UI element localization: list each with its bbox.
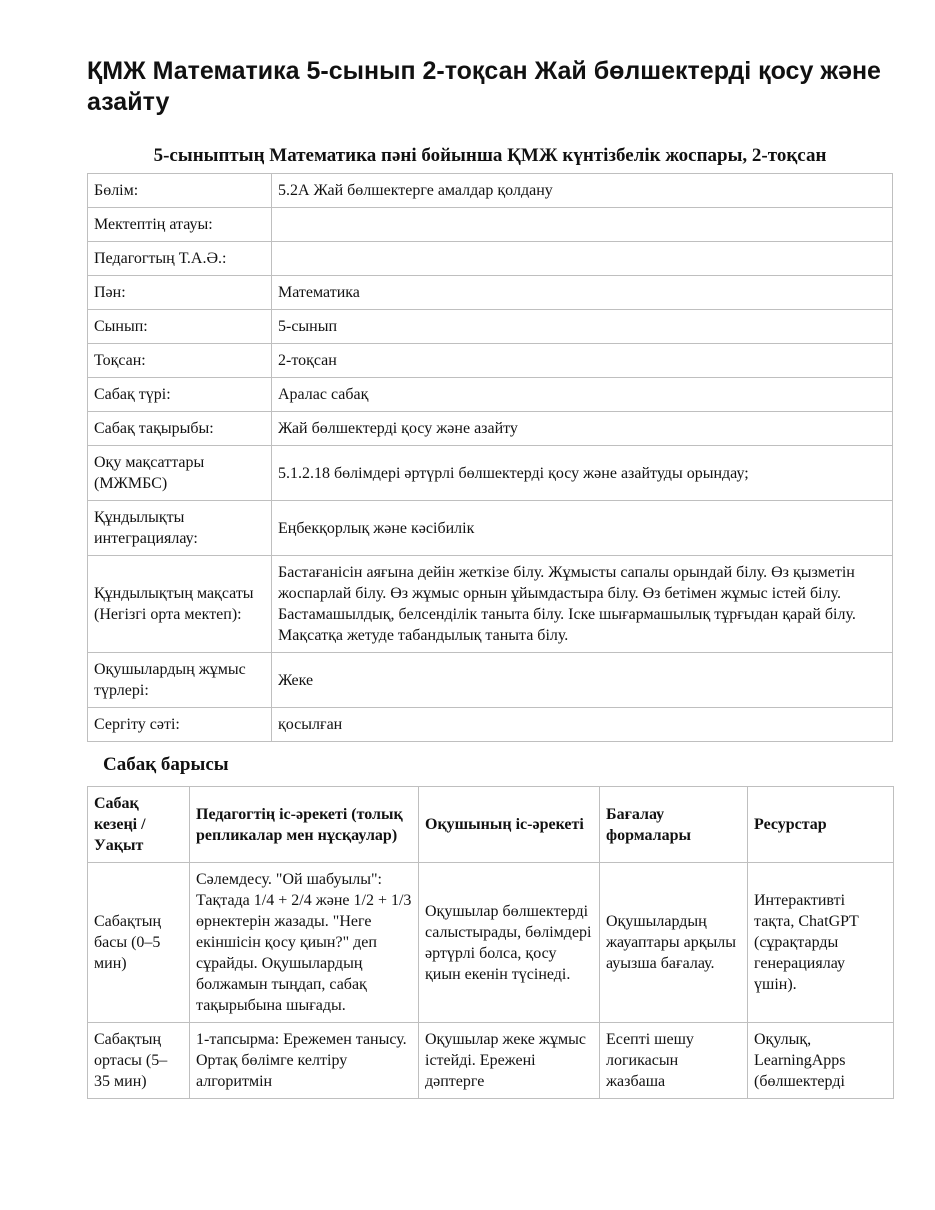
info-key: Оқу мақсаттары (МЖМБС) (88, 446, 272, 501)
info-value: 5.2А Жай бөлшектерге амалдар қолдану (272, 174, 893, 208)
info-key: Мектептің атауы: (88, 208, 272, 242)
flow-header-cell: Бағалау формалары (600, 787, 748, 863)
info-value: Бастағанісін аяғына дейін жеткізе білу. Жұмысты сапалы орындай білу. Өз қызметін жоспарлай білу. Өз жұмыс орнын ұйымдастыра білу. Өз бетімен жұмыс істей білу. Бастамашылдық, белсенділік таныта білу. Іске шығармашылық тұрғыдан қарай білу. Мақсатқа жетуде табандылық таныта білу. (272, 556, 893, 653)
info-value (272, 208, 893, 242)
info-key: Оқушылардың жұмыс түрлері: (88, 653, 272, 708)
info-value (272, 242, 893, 276)
flow-cell-student: Оқушылар бөлшектерді салыстырады, бөлімдері әртүрлі болса, қосу қиын екенін түсінеді. (419, 863, 600, 1023)
flow-header-cell: Оқушының іс-әрекеті (419, 787, 600, 863)
info-value: Жай бөлшектерді қосу және азайту (272, 412, 893, 446)
info-row (88, 708, 893, 742)
flow-row (88, 1023, 894, 1099)
flow-row (88, 863, 894, 1023)
info-key: Құндылықты интеграциялау: (88, 501, 272, 556)
info-row (88, 378, 893, 412)
info-key: Бөлім: (88, 174, 272, 208)
lesson-info-table (87, 173, 893, 742)
flow-cell-resources: Оқулық, LearningApps (бөлшектерді (748, 1023, 894, 1099)
info-row (88, 501, 893, 556)
info-key: Сынып: (88, 310, 272, 344)
info-value: 5-сынып (272, 310, 893, 344)
flow-cell-teacher: Сәлемдесу. "Ой шабуылы": Тақтада 1/4 + 2/4 және 1/2 + 1/3 өрнектерін жазады. "Неге екіншісін қосу қиын?" деп сұрайды. Оқушылардың болжамын тыңдап, сабақ тақырыбына шығады. (190, 863, 419, 1023)
info-row (88, 446, 893, 501)
info-value: Жеке (272, 653, 893, 708)
flow-cell-student: Оқушылар жеке жұмыс істейді. Ережені дәптерге (419, 1023, 600, 1099)
lesson-flow-table (87, 786, 894, 1099)
info-value: 5.1.2.18 бөлімдері әртүрлі бөлшектерді қосу және азайтуды орындау; (272, 446, 893, 501)
flow-cell-stage: Сабақтың ортасы (5–35 мин) (88, 1023, 190, 1099)
flow-cell-teacher: 1-тапсырма: Ережемен танысу. Ортақ бөлімге келтіру алгоритмін (190, 1023, 419, 1099)
info-value: қосылған (272, 708, 893, 742)
flow-header-cell: Сабақ кезеңі / Уақыт (88, 787, 190, 863)
flow-header-row (88, 787, 894, 863)
info-row (88, 653, 893, 708)
document-page (87, 56, 893, 1099)
info-value: Аралас сабақ (272, 378, 893, 412)
flow-header-cell: Педагогтің іс-әрекеті (толық репликалар мен нұсқаулар) (190, 787, 419, 863)
info-key: Педагогтың Т.А.Ә.: (88, 242, 272, 276)
info-key: Сабақ түрі: (88, 378, 272, 412)
info-row (88, 344, 893, 378)
info-key: Тоқсан: (88, 344, 272, 378)
info-key: Пән: (88, 276, 272, 310)
flow-cell-assessment: Оқушылардың жауаптары арқылы ауызша бағалау. (600, 863, 748, 1023)
info-key: Құндылықтың мақсаты (Негізгі орта мектеп): (88, 556, 272, 653)
info-key: Сабақ тақырыбы: (88, 412, 272, 446)
document-title: ҚМЖ Математика 5-сынып 2-тоқсан Жай бөлшектерді қосу және азайту (87, 57, 881, 116)
info-key: Сергіту сәті: (88, 708, 272, 742)
flow-header-cell: Ресурстар (748, 787, 894, 863)
info-row (88, 310, 893, 344)
info-value: Математика (272, 276, 893, 310)
info-row (88, 276, 893, 310)
info-row (88, 174, 893, 208)
info-row (88, 242, 893, 276)
flow-cell-stage: Сабақтың басы (0–5 мин) (88, 863, 190, 1023)
info-row (88, 556, 893, 653)
flow-cell-resources: Интерактивті тақта, ChatGPT (сұрақтарды генерациялау үшін). (748, 863, 894, 1023)
info-value: Еңбекқорлық және кәсібилік (272, 501, 893, 556)
plan-heading: 5-сыныптың Математика пәні бойынша ҚМЖ күнтізбелік жоспары, 2-тоқсан (153, 145, 827, 166)
info-row (88, 208, 893, 242)
info-value: 2-тоқсан (272, 344, 893, 378)
info-row (88, 412, 893, 446)
lesson-flow-heading: Сабақ барысы (103, 754, 229, 775)
flow-cell-assessment: Есепті шешу логикасын жазбаша (600, 1023, 748, 1099)
